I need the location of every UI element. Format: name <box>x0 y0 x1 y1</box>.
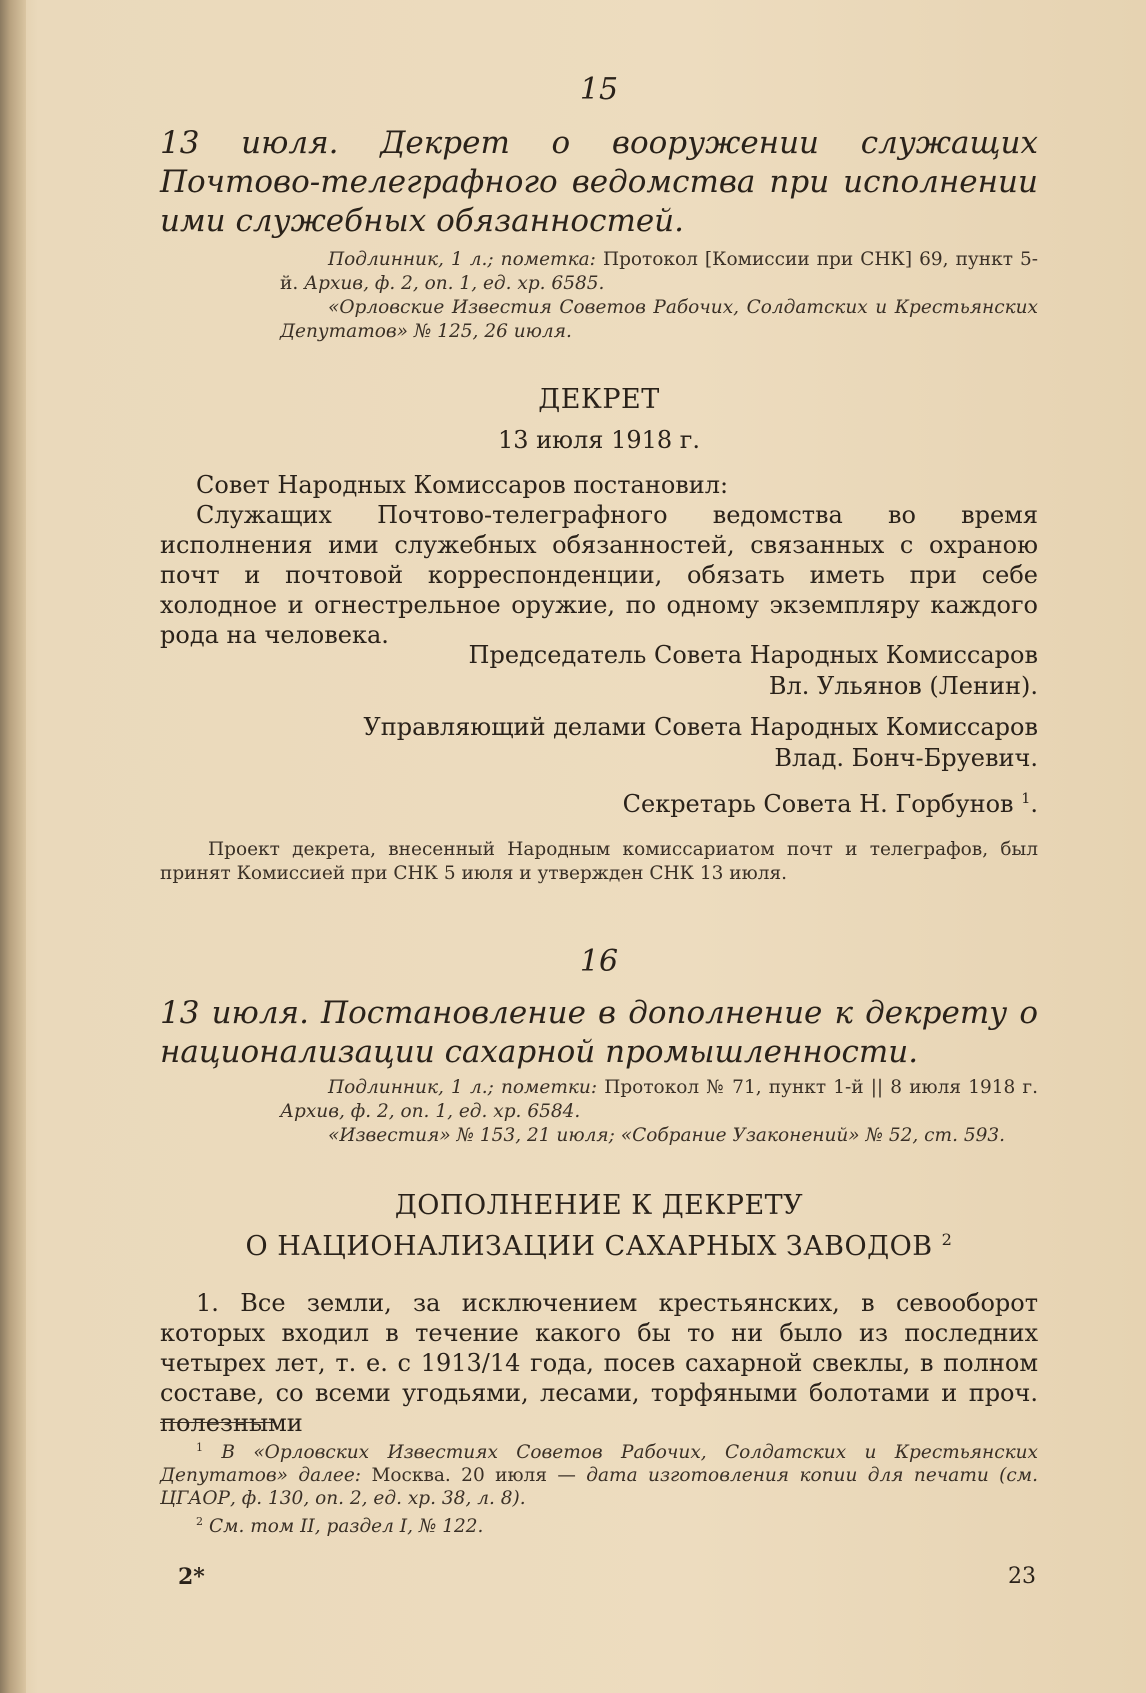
fn1-italic-1: В «Орловских Известиях Советов Рабочих, Солдатских и Крестьянских Депутатов» далее: <box>160 1442 1038 1487</box>
fn1-italic-2: дата изготовления копии для печати (см. ЦГАОР, ф. 130, оп. 2, ед. хр. 38, л. 8). <box>160 1465 1038 1510</box>
doc15-source-archive: Архив, ф. 2, оп. 1, ед. хр. 6585. <box>304 273 605 294</box>
fn2-mark: 2 <box>196 1515 204 1529</box>
footnote-rule <box>160 1422 274 1423</box>
fn1-mark: 1 <box>196 1441 204 1454</box>
sig3-footnote-mark: 1 <box>1021 791 1031 807</box>
footnote-2 <box>160 1510 1038 1538</box>
book-binding <box>0 0 26 1693</box>
doc16-source-up: Протокол № 71, пункт 1-й || 8 июля 1918 г. <box>604 1077 1038 1098</box>
footnote-1 <box>160 1436 1038 1510</box>
doc15-source <box>280 248 1038 344</box>
doc16-title: 13 июля. Постановление в дополнение к декрету о национализации сахарной промышленности. <box>160 995 1038 1070</box>
doc15-body <box>160 470 1038 650</box>
sig1-name: Вл. Ульянов (Ленин). <box>768 672 1038 700</box>
page-number: 23 <box>1008 1564 1036 1589</box>
doc15-title-block <box>160 124 1038 241</box>
doc16-source-archive: Архив, ф. 2, оп. 1, ед. хр. 6584. <box>280 1101 581 1122</box>
doc15-title: 13 июля. Декрет о вооружении служащих Почтово-телеграфного ведомства при исполнении ими служебных обязанностей. <box>160 125 1038 239</box>
doc16-source-publication: «Известия» № 153, 21 июля; «Собрание Узаконений» № 52, ст. 593. <box>328 1125 1006 1146</box>
doc16-body-block <box>160 1288 1038 1438</box>
sig2-name: Влад. Бонч-Бруевич. <box>774 744 1038 772</box>
doc15-source-it: Подлинник, 1 л.; пометка: <box>328 249 596 270</box>
doc15-note: Проект декрета, внесенный Народным комиссариатом почт и телеграфов, был принят Комиссией при СНК 5 июля и утвержден СНК 13 июля. <box>160 839 1038 884</box>
doc16-heading-line2: О НАЦИОНАЛИЗАЦИИ САХАРНЫХ ЗАВОДОВ <box>245 1231 933 1262</box>
doc15-note-block <box>160 838 1038 886</box>
sig2-role: Управляющий делами Совета Народных Комиссаров <box>363 713 1038 741</box>
fn2-text: См. том II, раздел I, № 122. <box>208 1516 484 1538</box>
sig3 <box>160 784 1038 820</box>
doc16-title-block <box>160 994 1038 1072</box>
sig3-text: Секретарь Совета Н. Горбунов <box>622 790 1014 818</box>
doc15-heading: ДЕКРЕТ <box>538 384 660 415</box>
sig3-end: . <box>1030 790 1038 818</box>
doc15-source-publication: «Орловские Известия Советов Рабочих, Солдатских и Крестьянских Депутатов» № 125, 26 июля. <box>280 297 1038 342</box>
doc16-heading-line2-block <box>160 1230 1038 1262</box>
doc16-heading-line1: ДОПОЛНЕНИЕ К ДЕКРЕТУ <box>394 1190 804 1221</box>
doc16-source-it: Подлинник, 1 л.; пометки: <box>328 1077 598 1098</box>
doc15-number: 15 <box>579 72 619 107</box>
sig1-role: Председатель Совета Народных Комиссаров <box>468 641 1038 669</box>
doc16-source <box>280 1076 1038 1148</box>
printer-signature-mark: 2* <box>178 1564 205 1590</box>
doc16-heading-footnote-mark: 2 <box>941 1230 953 1249</box>
footnotes <box>160 1436 1038 1538</box>
doc16-body: 1. Все земли, за исключением крестьянских, в севооборот которых входил в течение какого бы то ни было из последних четырех лет, т. е. с 1913/14 года, посев сахарной свеклы, в полном составе, со всеми угодьями, лесами, торфяными болотами и проч. полезными <box>160 1289 1038 1437</box>
fn1-upright: Москва. 20 июля — <box>371 1465 576 1487</box>
doc15-source-up: Протокол [Комиссии при СНК] 69, пункт 5-й. <box>280 249 1038 294</box>
doc15-intro: Совет Народных Комиссаров постановил: <box>196 471 729 499</box>
doc15-date: 13 июля 1918 г. <box>498 426 700 454</box>
doc15-signatures <box>160 640 1038 820</box>
doc16-number: 16 <box>579 944 619 979</box>
doc15-text: Служащих Почтово-телеграфного ведомства во время исполнения ими служебных обязанностей, связанных с охраною почт и почтовой корреспонденции, обязать иметь при себе холодное и огнестрельное оружие, по одному экземпляру каждого рода на человека. <box>160 501 1038 649</box>
